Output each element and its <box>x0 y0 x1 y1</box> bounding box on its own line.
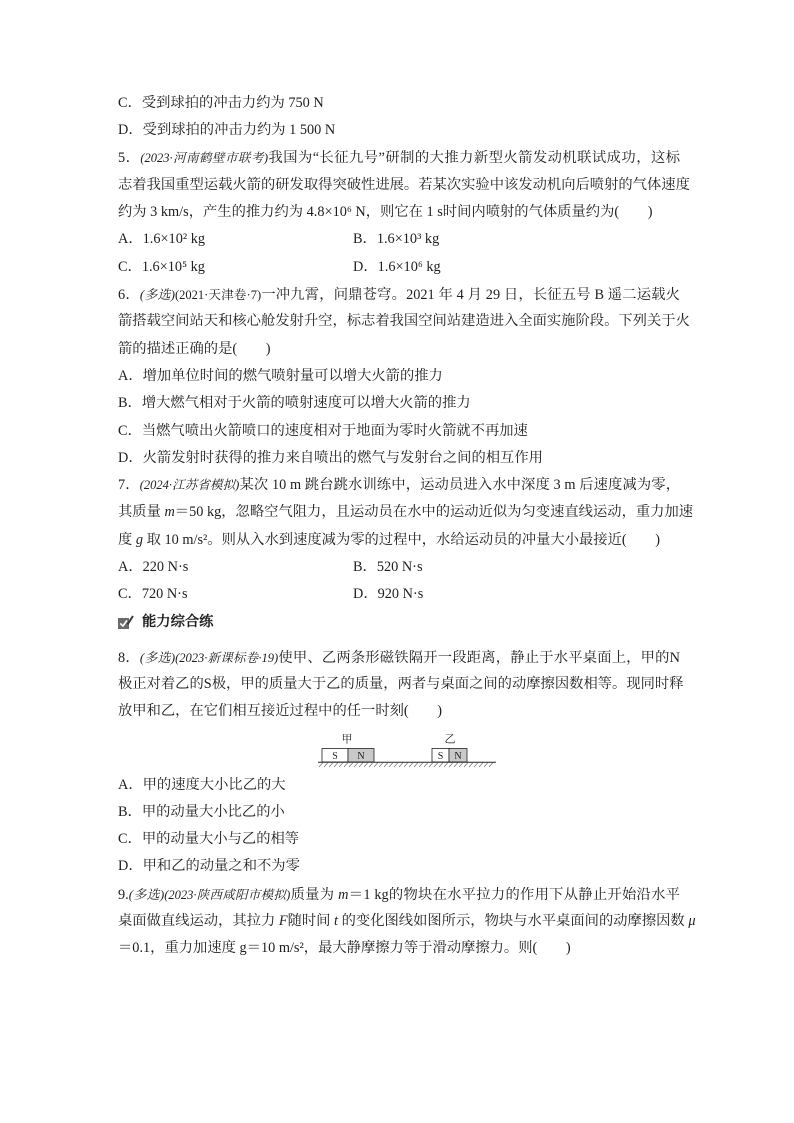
question-7-line-3 <box>118 527 680 554</box>
variable-m: m <box>164 504 175 521</box>
question-text: ＝1 kg的物块在水平拉力的作用下从静止开始沿水平 <box>348 886 680 903</box>
question-5-options-row-2 <box>118 254 680 281</box>
question-9-line-1 <box>118 881 680 908</box>
table-hatching <box>319 762 493 767</box>
question-number: 6． <box>118 287 140 304</box>
practice-icon <box>117 615 134 630</box>
variable-m: m <box>338 886 349 903</box>
question-text: 某次 10 m 跳台跳水训练中，运动员进入水中深度 3 m 后速度减为零， <box>239 477 680 494</box>
question-5-options-row-1 <box>118 226 680 253</box>
question-source: (2023·新课标卷·19) <box>175 650 279 665</box>
question-8 <box>118 644 684 881</box>
question-6-line-3: 箭的描述正确的是( ) <box>118 340 271 357</box>
variable-g: g <box>135 531 144 548</box>
option-a: A．甲的速度大小比乙的大 <box>118 776 286 793</box>
question-text: 的变化图线如图所示，物块与水平桌面间的动摩擦因数 <box>338 913 689 929</box>
question-5 <box>118 145 690 281</box>
question-number: 9. <box>118 886 129 903</box>
question-5-line-1 <box>118 145 680 172</box>
question-text: 质量为 <box>290 886 339 903</box>
option-a: A．增加单位时间的燃气喷射量可以增大火箭的推力 <box>118 367 443 384</box>
option-b: B．甲的动量大小比乙的小 <box>118 803 285 820</box>
question-text: 随时间 <box>287 913 335 929</box>
variable-t: t <box>334 913 339 929</box>
question-6-line-1 <box>118 281 680 308</box>
question-5-line-3: 约为 3 km/s，产生的推力约为 4.8×10⁶ N，则它在 1 s时间内喷射的气体质量约为( ) <box>118 204 653 221</box>
question-8-line-2: 极正对着乙的S极，甲的质量大于乙的质量，两者与桌面之间的动摩擦因数相等。现同时释 <box>118 675 684 692</box>
option-d: D．920 N·s <box>353 586 424 603</box>
option-a: A．1.6×10² kg <box>118 231 206 248</box>
question-text: 一冲九霄，问鼎苍穹。2021 年 4 月 29 日，长征五号 B 遥二运载火 <box>261 287 680 304</box>
variable-f: F <box>278 913 288 929</box>
magnets-figure <box>118 726 680 772</box>
question-7-line-2 <box>118 499 694 526</box>
question-text: 取 10 m/s²。则从入水到速度减为零的过程中，水给运动员的冲量大小最接近( ) <box>143 531 661 548</box>
multi-select-tag: (多选) <box>139 649 176 665</box>
question-text: 我国为“长征九号”研制的大推力新型火箭发动机联试成功，这标 <box>268 149 680 166</box>
section-title: 能力综合练 <box>142 613 214 630</box>
section-header <box>118 609 680 636</box>
page-body <box>118 90 696 963</box>
question-source: (2024·江苏省模拟) <box>139 478 240 493</box>
question-7 <box>118 472 694 608</box>
option-b: B．1.6×10³ kg <box>353 231 440 248</box>
multi-select-tag: (多选) <box>139 287 176 303</box>
prev-question-option-c: C．受到球拍的冲击力约为 750 N <box>118 95 324 111</box>
option-b: B．增大燃气相对于火箭的喷射速度可以增大火箭的推力 <box>118 395 471 412</box>
question-number: 5． <box>118 149 141 166</box>
question-number: 8． <box>118 649 140 666</box>
option-c: C．720 N·s <box>118 586 188 603</box>
question-8-line-3: 放甲和乙，在它们相互接近过程中的任一时刻( ) <box>118 703 443 720</box>
magnet-yi-s-label: S <box>437 750 444 762</box>
question-text: 桌面做直线运动，其拉力 <box>118 913 279 929</box>
option-c: C．甲的动量大小与乙的相等 <box>118 831 300 848</box>
multi-select-tag: (多选) <box>128 886 165 902</box>
option-a: A．220 N·s <box>118 559 189 576</box>
question-text: 使甲、乙两条形磁铁隔开一段距离，静止于水平桌面上，甲的N <box>278 649 680 666</box>
question-6 <box>118 281 690 472</box>
question-9 <box>118 881 696 963</box>
question-9-line-3: ＝0.1，重力加速度 g＝10 m/s²，最大静摩擦力等于滑动摩擦力。则( ) <box>118 940 571 957</box>
question-number: 7． <box>118 477 140 494</box>
magnets-diagram <box>318 726 498 772</box>
question-9-line-2 <box>118 908 696 935</box>
question-7-line-1 <box>118 472 680 499</box>
option-d: D．火箭发射时获得的推力来自喷出的燃气与发射台之间的相互作用 <box>118 449 543 466</box>
variable-mu: μ <box>688 913 696 929</box>
option-c: C．1.6×10⁵ kg <box>118 258 205 275</box>
question-8-line-1 <box>118 644 680 671</box>
magnet-yi-n-label: N <box>454 750 462 762</box>
magnet-yi-label: 乙 <box>444 733 456 746</box>
option-d: D．1.6×10⁶ kg <box>353 258 441 275</box>
option-c: C．当燃气喷出火箭喷口的速度相对于地面为零时火箭就不再加速 <box>118 422 528 439</box>
question-6-line-2: 箭搭载空间站天和核心舱发射升空，标志着我国空间站建造进入全面实施阶段。下列关于火 <box>118 313 690 330</box>
question-5-line-2: 志着我国重型运载火箭的研发取得突破性进展。若某次实验中该发动机向后喷射的气体速度 <box>118 176 690 193</box>
question-text: 其质量 <box>118 504 165 521</box>
question-7-options-row-1 <box>118 554 680 581</box>
magnet-jia-label: 甲 <box>341 733 353 746</box>
option-d: D．甲和乙的动量之和不为零 <box>118 858 300 875</box>
question-source: (2023·河南鹤壁市联考) <box>140 150 268 165</box>
option-b: B．520 N·s <box>353 559 423 576</box>
question-text: ＝50 kg，忽略空气阻力，且运动员在水中的运动近似为匀变速直线运动，重力加速 <box>174 504 694 521</box>
question-7-options-row-2 <box>118 581 680 608</box>
question-text: 度 <box>118 531 136 548</box>
prev-question-option-d: D．受到球拍的冲击力约为 1 500 N <box>118 122 336 139</box>
question-source: (2023·陕西咸阳市模拟) <box>164 887 291 902</box>
magnet-jia-n-label: N <box>357 750 365 762</box>
magnet-jia-s-label: S <box>332 750 338 762</box>
question-source: (2021·天津卷·7) <box>175 288 262 303</box>
